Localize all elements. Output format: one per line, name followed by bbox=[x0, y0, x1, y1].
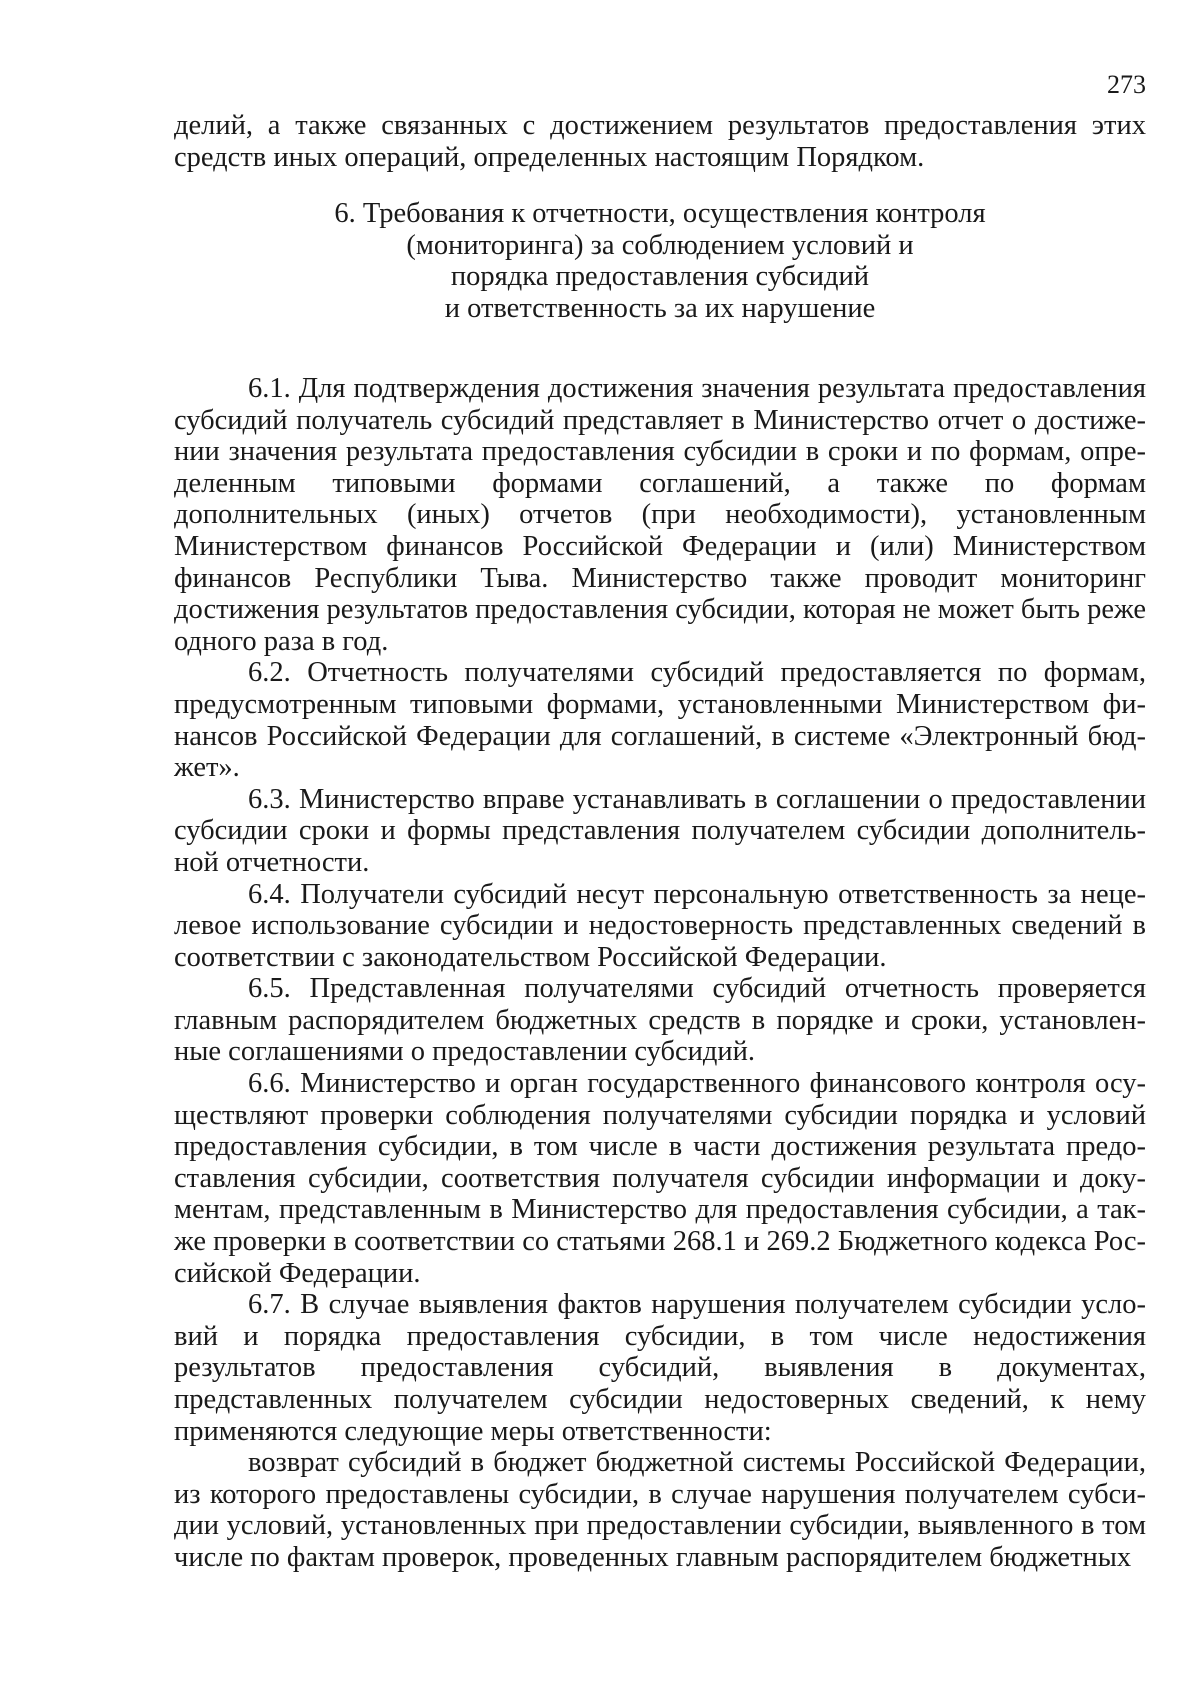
paragraph-6-1: 6.1. Для подтверждения достижения значения результата предоставления субсидий получатель субсидий представляет в Министерство отчет о достижении значения результата предоставления субсидии в сроки и по формам, определенным типовыми формами соглашений, а также по формам дополнительных (иных) отчетов (при необходимости), установленным Министерством финансов Российской Федерации и (или) Министерством финансов Республики Тыва. Министерство также проводит мониторинг достижения результатов предоставления субсидии, которая не может быть реже одного раза в год. bbox=[174, 373, 1146, 657]
continuation-paragraph: делий, а также связанных с достижением результатов предоставления этих средств иных операций, определенных настоящим Порядком. bbox=[174, 110, 1146, 173]
section-title-line: (мониторинга) за соблюдением условий и bbox=[406, 229, 914, 261]
section-title-line: порядка предоставления субсидий bbox=[450, 261, 870, 293]
paragraph-6-2: 6.2. Отчетность получателями субсидий предоставляется по формам, предусмотренным типовыми формами, установленными Министерством финансов Российской Федерации для соглашений, в системе «Электронный бюджет». bbox=[174, 657, 1146, 784]
section-title-line: 6. Требования к отчетности, осуществления контроля bbox=[334, 198, 986, 229]
section-body bbox=[174, 373, 1146, 1574]
paragraph-6-7: 6.7. В случае выявления фактов нарушения получателем субсидии условий и порядка предоставления субсидии, в том числе недостижения результатов предоставления субсидий, выявления в документах, представленных получателем субсидии недостоверных сведений, к нему применяются следующие меры ответственности: bbox=[174, 1289, 1146, 1447]
paragraph-refund-measure: возврат субсидий в бюджет бюджетной системы Российской Федерации, из которого предоставлены субсидии, в случае нарушения получателем субсидии условий, установленных при предоставлении субсидии, выявленного в том числе по фактам проверок, проведенных главным распорядителем бюджетных bbox=[174, 1447, 1146, 1573]
section-title bbox=[174, 198, 1146, 324]
paragraph-6-6: 6.6. Министерство и орган государственного финансового контроля осуществляют проверки соблюдения получателями субсидии порядка и условий предоставления субсидии, в том числе в части достижения результата предоставления субсидии, соответствия получателя субсидии информации и документам, представленным в Министерство для предоставления субсидии, а также проверки в соответствии со статьями 268.1 и 269.2 Бюджетного кодекса Российской Федерации. bbox=[174, 1068, 1146, 1289]
paragraph-6-5: 6.5. Представленная получателями субсидий отчетность проверяется главным распорядителем бюджетных средств в порядке и сроки, установленные соглашениями о предоставлении субсидий. bbox=[174, 973, 1146, 1068]
page-number: 273 bbox=[1107, 70, 1146, 99]
paragraph-6-3: 6.3. Министерство вправе устанавливать в соглашении о предоставлении субсидии сроки и формы представления получателем субсидии дополнительной отчетности. bbox=[174, 783, 1146, 878]
paragraph-6-4: 6.4. Получатели субсидий несут персональную ответственность за нецелевое использование субсидии и недостоверность представленных сведений в соответствии с законодательством Российской Федерации. bbox=[174, 878, 1146, 973]
section-title-line: и ответственность за их нарушение bbox=[444, 292, 876, 324]
